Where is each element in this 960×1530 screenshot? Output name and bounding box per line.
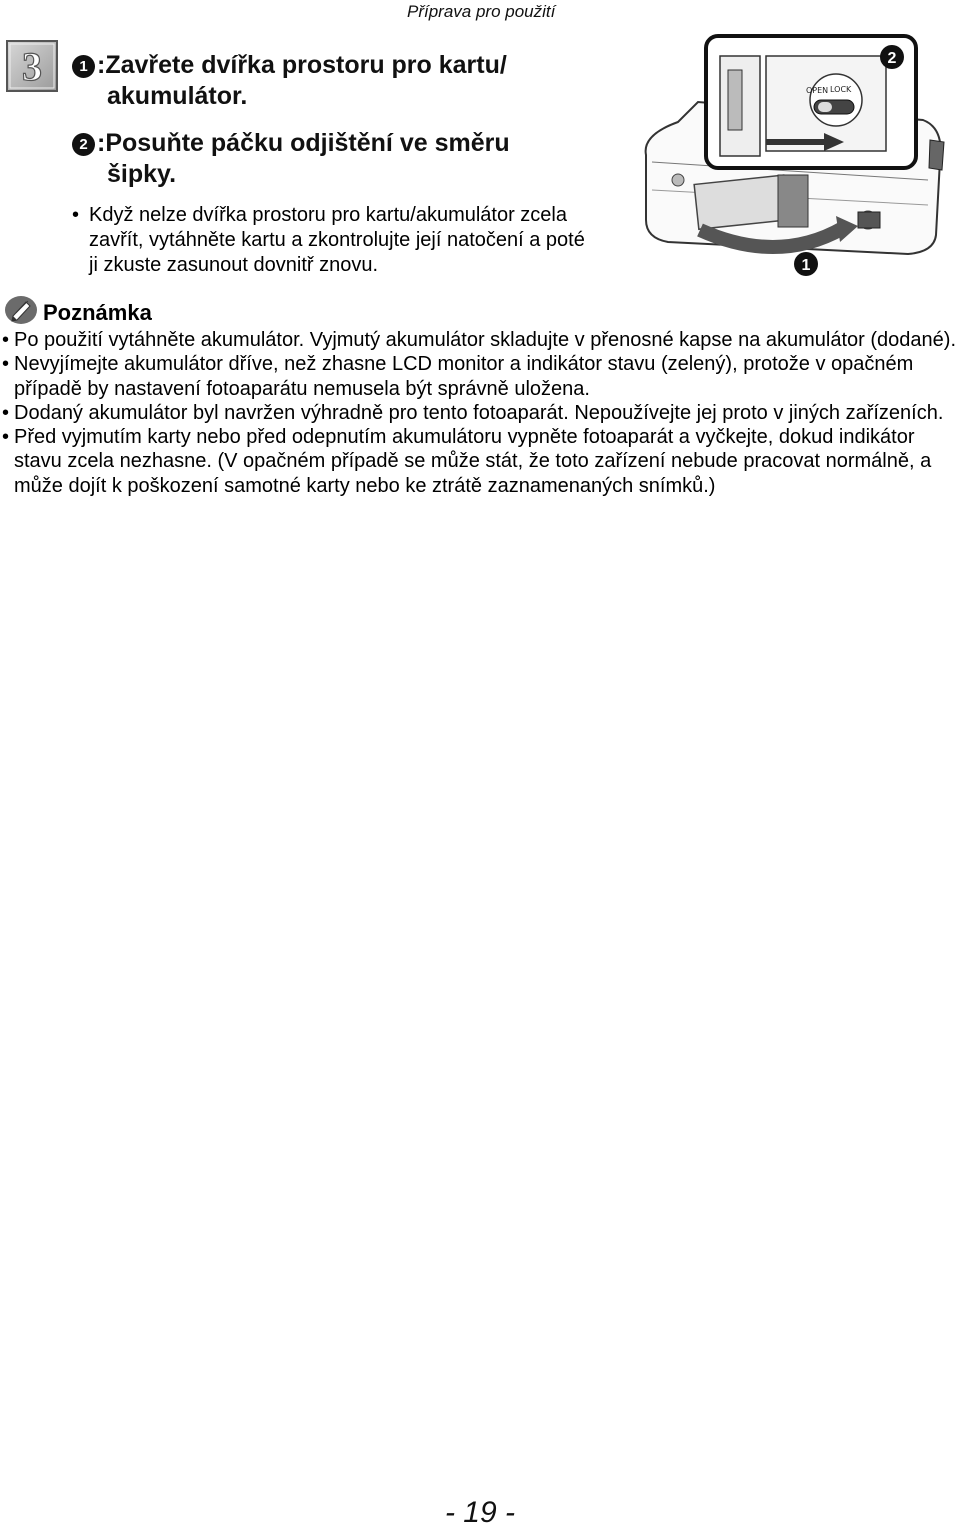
bullet-icon: • [2, 329, 10, 351]
step-tip [72, 203, 592, 278]
step-number: 3 [22, 44, 42, 89]
callout-1-label: 1 [801, 257, 811, 274]
pencil-note-icon [4, 295, 38, 330]
instruction-2-line1: :Posuňte páčku odjištění ve směru [97, 129, 510, 157]
bullet-icon: • [72, 204, 80, 226]
camera-door-illustration [638, 30, 948, 280]
bullet-icon: • [2, 353, 10, 376]
note-title: Poznámka [43, 299, 152, 325]
instruction-1 [72, 50, 612, 112]
list-item [2, 401, 960, 425]
page-section-title: Příprava pro použití [407, 2, 556, 21]
list-item [2, 328, 960, 352]
note-text: Před vyjmutím karty nebo před odepnutím akumulátoru vypněte fotoaparát a vyčkejte, dokud indikátor stavu zcela nezhasne. (V opačném případě se může stát, že toto zařízení nebude pracovat normálně, a může dojít k poškození samotné karty nebo ke ztrátě zaznamenaných snímků.) [14, 426, 932, 497]
instruction-2-line2: šipky. [107, 160, 177, 188]
step-instructions [72, 50, 612, 190]
list-item [2, 352, 960, 401]
page-number: - 19 - [444, 1496, 516, 1529]
instruction-1-line1: :Zavřete dvířka prostoru pro kartu/ [97, 51, 507, 79]
step-number-badge [6, 40, 58, 92]
marker-1-icon: 1 [72, 55, 95, 78]
note-heading [4, 295, 152, 330]
note-text: Po použití vytáhněte akumulátor. Vyjmutý akumulátor skladujte v přenosné kapse na akumulátor (dodané). [14, 329, 957, 351]
note-text: Dodaný akumulátor byl navržen výhradně pro tento fotoaparát. Nepoužívejte jej proto v jiných zařízeních. [14, 401, 944, 424]
lever-lock-label: LOCK [830, 85, 852, 94]
instruction-2 [72, 128, 612, 190]
list-item [2, 425, 960, 498]
instruction-1-line2: akumulátor. [107, 82, 248, 110]
note-list [2, 328, 960, 498]
note-text: Nevyjímejte akumulátor dříve, než zhasne LCD monitor a indikátor stavu (zelený), protože v opačném případě by nastavení fotoaparátu nemusela být správně uložena. [14, 353, 914, 400]
bullet-icon: • [2, 426, 10, 449]
marker-2-icon: 2 [72, 133, 95, 156]
callout-2-label: 2 [887, 50, 897, 67]
step-tip-text: Když nelze dvířka prostoru pro kartu/akumulátor zcela zavřít, vytáhněte kartu a zkontrolujte její natočení a poté ji zkuste zasunout dovnitř znovu. [89, 204, 585, 276]
bullet-icon: • [2, 401, 10, 424]
lever-open-label: OPEN [806, 86, 829, 95]
